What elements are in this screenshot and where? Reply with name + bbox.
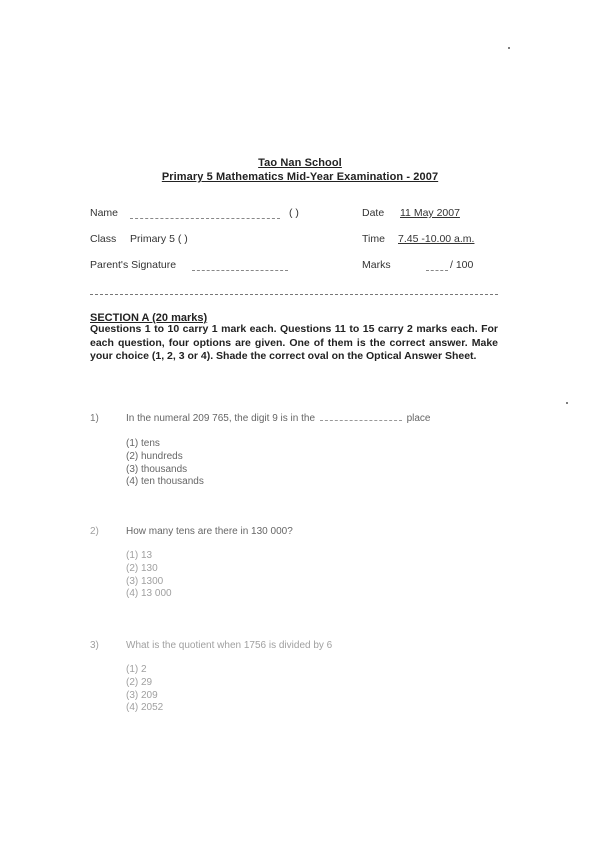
- option: (1) 2: [126, 664, 147, 675]
- section-instructions: Questions 1 to 10 carry 1 mark each. Questions 11 to 15 carry 2 marks each. For each question, four options are given. One of them is the correct answer. Make your choice (1, 2, 3 or 4). Shade the correct oval on the Optical Answer Sheet.: [90, 323, 498, 362]
- scan-speck: [508, 47, 510, 49]
- option-list: [126, 550, 172, 601]
- time-value: 7.45 -10.00 a.m.: [398, 233, 475, 245]
- date-value: 11 May 2007: [400, 207, 460, 219]
- signature-blank: [192, 270, 288, 271]
- marks-value: / 100: [450, 259, 474, 271]
- option-list: [126, 438, 204, 489]
- scan-speck: [566, 402, 568, 404]
- class-label: Class: [90, 233, 117, 245]
- marks-label: Marks: [362, 259, 391, 271]
- question-number: 3): [90, 640, 99, 651]
- option: (3) 209: [126, 689, 158, 701]
- name-index-paren: ( ): [289, 207, 299, 219]
- option: (3) thousands: [126, 463, 188, 475]
- option: (4) 2052: [126, 702, 164, 714]
- question-text-after: place: [406, 413, 431, 424]
- question-text: [126, 413, 430, 424]
- option-list: [126, 664, 163, 715]
- option: (1) 13: [126, 550, 153, 561]
- header-divider: [90, 294, 498, 295]
- signature-label: Parent's Signature: [90, 259, 177, 271]
- school-name: Tao Nan School: [258, 157, 342, 169]
- question-number: 2): [90, 526, 99, 537]
- date-label: Date: [362, 207, 385, 219]
- option: (4) 13 000: [126, 588, 172, 600]
- option: (2) 29: [126, 676, 153, 688]
- marks-blank: [426, 270, 448, 271]
- section-heading: SECTION A (20 marks): [90, 312, 208, 324]
- question-text: What is the quotient when 1756 is divided by 6: [126, 640, 333, 651]
- class-value: Primary 5 ( ): [130, 233, 188, 245]
- question-number: 1): [90, 413, 99, 424]
- option: (4) ten thousands: [126, 476, 204, 488]
- name-label: Name: [90, 207, 119, 219]
- time-label: Time: [362, 233, 385, 245]
- question-text: How many tens are there in 130 000?: [126, 526, 293, 537]
- name-blank: [130, 218, 280, 219]
- exam-title: Primary 5 Mathematics Mid-Year Examination - 2007: [161, 171, 439, 183]
- option: (2) 130: [126, 562, 158, 574]
- option: (3) 1300: [126, 575, 164, 587]
- option: (2) hundreds: [126, 450, 183, 462]
- option: (1) tens: [126, 438, 160, 449]
- question-text-before: In the numeral 209 765, the digit 9 is in the: [126, 413, 316, 424]
- answer-blank: [320, 413, 402, 421]
